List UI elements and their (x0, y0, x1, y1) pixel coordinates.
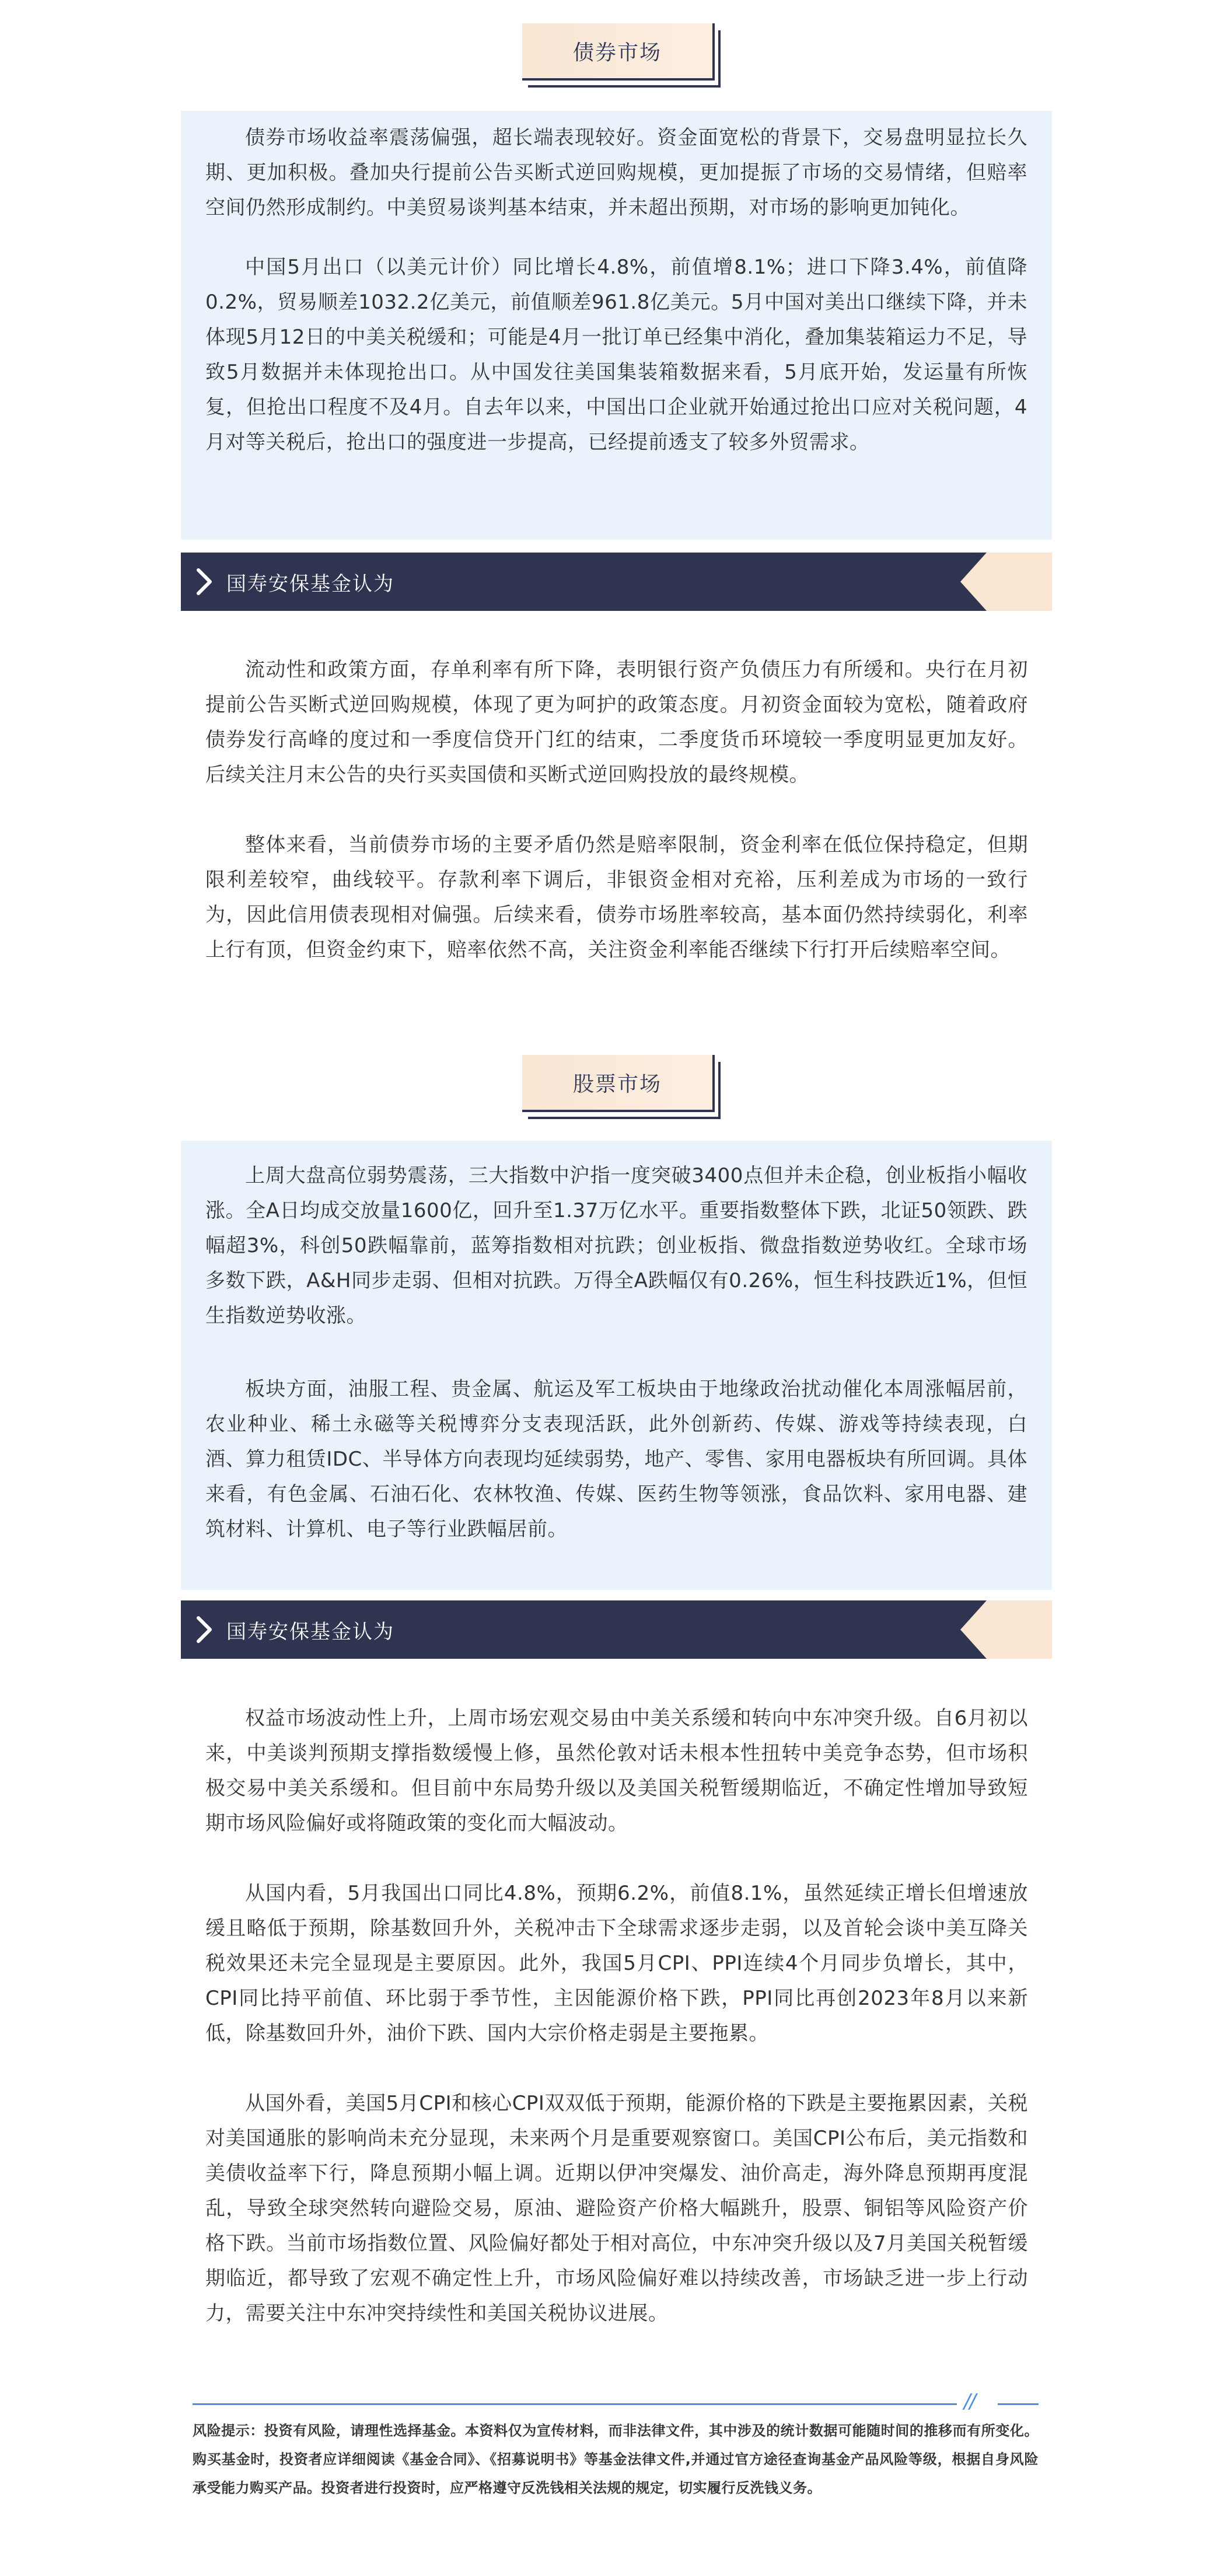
stock-paragraph-2: 板块方面，油服工程、贵金属、航运及军工板块由于地缘政治扰动催化本周涨幅居前，农业种业、稀土永磁等关税博弈分支表现活跃，此外创新药、传媒、游戏等持续表现，白酒、算力租赁IDC、半导体方向表现均延续弱势，地产、零售、家用电器板块有所回调。具体来看，有色金属、石油石化、农林牧渔、传媒、医药生物等领涨，食品饮料、家用电器、建筑材料、计算机、电子等行业跌幅居前。 (205, 1378, 1027, 1541)
bond-view-paragraph-2: 整体来看，当前债券市场的主要矛盾仍然是赔率限制，资金利率在低位保持稳定，但期限利差较窄，曲线较平。存款利率下调后，非银资金相对充裕，压利差成为市场的一致行为，因此信用债表现相对偏强。后续来看，债券市场胜率较高，基本面仍然持续弱化，利率上行有顶，但资金约束下，赔率依然不高，关注资金利率能否继续下行打开后续赔率空间。 (205, 833, 1028, 962)
stock-view-banner (181, 1600, 1052, 1659)
bond-view-banner (181, 553, 1052, 611)
footer-divider (193, 2390, 1039, 2413)
footer-divider-mark: // (964, 2390, 975, 2413)
stock-view-paragraph-1: 权益市场波动性上升，上周市场宏观交易由中美关系缓和转向中东冲突升级。自6月初以来，中美谈判预期支撑指数缓慢上修，虽然伦敦对话未根本性扭转中美竞争态势，但市场积极交易中美关系缓和。但目前中东局势升级以及美国关税暂缓期临近，不确定性增加导致短期市场风险偏好或将随政策的变化而大幅波动。 (205, 1707, 1028, 1835)
bond-paragraph-2: 中国5月出口（以美元计价）同比增长4.8%，前值增8.1%；进口下降3.4%，前值降0.2%，贸易顺差1032.2亿美元，前值顺差961.8亿美元。5月中国对美出口继续下降，并未体现5月12日的中美关税缓和；可能是4月一批订单已经集中消化，叠加集装箱运力不足，导致5月数据并未体现抢出口。从中国发往美国集装箱数据来看，5月底开始，发运量有所恢复，但抢出口程度不及4月。自去年以来，中国出口企业就开始通过抢出口应对关税问题，4月对等关税后，抢出口的强度进一步提高，已经提前透支了较多外贸需求。 (205, 256, 1027, 454)
stock-view-paragraph-2: 从国内看，5月我国出口同比4.8%，预期6.2%，前值8.1%，虽然延续正增长但增速放缓且略低于预期，除基数回升外，关税冲击下全球需求逐步走弱，以及首轮会谈中美互降关税效果还未完全显现是主要原因。此外，我国5月CPI、PPI连续4个月同步负增长，其中，CPI同比持平前值、环比弱于季节性，主因能源价格下跌，PPI同比再创2023年8月以来新低，除基数回升外，油价下跌、国内大宗价格走弱是主要拖累。 (205, 1882, 1028, 2045)
stock-summary-box (181, 1141, 1052, 1590)
chevron-right-icon (194, 568, 215, 596)
bond-view-paragraph-1: 流动性和政策方面，存单利率有所下降，表明银行资产负债压力有所缓和。央行在月初提前公告买断式逆回购规模，体现了更为呵护的政策态度。月初资金面较为宽松，随着政府债券发行高峰的度过和一季度信贷开门红的结束，二季度货币环境较一季度明显更加友好。后续关注月末公告的央行买卖国债和买断式逆回购投放的最终规模。 (205, 658, 1028, 787)
chevron-right-icon (194, 1616, 215, 1644)
stock-view-paragraph-3: 从国外看，美国5月CPI和核心CPI双双低于预期，能源价格的下跌是主要拖累因素，关税对美国通胀的影响尚未充分显现，未来两个月是重要观察窗口。美国CPI公布后，美元指数和美债收益率下行，降息预期小幅上调。近期以伊冲突爆发、油价高走，海外降息预期再度混乱，导致全球突然转向避险交易，原油、避险资产价格大幅跳升，股票、铜铝等风险资产价格下跌。当前市场指数位置、风险偏好都处于相对高位，中东冲突升级以及7月美国关税暂缓期临近，都导致了宏观不确定性上升，市场风险偏好难以持续改善，市场缺乏进一步上行动力，需要关注中东冲突持续性和美国关税协议进展。 (205, 2092, 1028, 2325)
bond-view-text (205, 652, 1028, 967)
banner-decoration (953, 1600, 1052, 1659)
stock-view-label: 国寿安保基金认为 (226, 1620, 394, 1644)
bond-view-label: 国寿安保基金认为 (226, 572, 394, 596)
bond-section-title: 债券市场 (522, 23, 715, 81)
stock-section-title: 股票市场 (522, 1055, 715, 1112)
bond-paragraph-1: 债券市场收益率震荡偏强，超长端表现较好。资金面宽松的背景下，交易盘明显拉长久期、更加积极。叠加央行提前公告买断式逆回购规模，更加提振了市场的交易情绪，但赔率空间仍然形成制约。中美贸易谈判基本结束，并未超出预期，对市场的影响更加钝化。 (205, 126, 1027, 219)
stock-paragraph-1: 上周大盘高位弱势震荡，三大指数中沪指一度突破3400点但并未企稳，创业板指小幅收涨。全A日均成交放量1600亿，回升至1.37万亿水平。重要指数整体下跌，北证50领跌、跌幅超3%，科创50跌幅靠前，蓝筹指数相对抗跌；创业板指、微盘指数逆势收红。全球市场多数下跌，A&H同步走弱、但相对抗跌。万得全A跌幅仅有0.26%，恒生科技跌近1%，但恒生指数逆势收涨。 (205, 1164, 1027, 1327)
risk-notice: 风险提示：投资有风险，请理性选择基金。本资料仅为宣传材料，而非法律文件，其中涉及的统计数据可能随时间的推移而有所变化。购买基金时，投资者应详细阅读《基金合同》、《招募说明书》等基金法律文件,并通过官方途径查询基金产品风险等级，根据自身风险承受能力购买产品。投资者进行投资时，应严格遵守反洗钱相关法规的规定，切实履行反洗钱义务。 (193, 2423, 1039, 2496)
bond-summary-box (181, 111, 1052, 540)
banner-decoration (953, 553, 1052, 611)
stock-view-text (205, 1701, 1028, 2331)
